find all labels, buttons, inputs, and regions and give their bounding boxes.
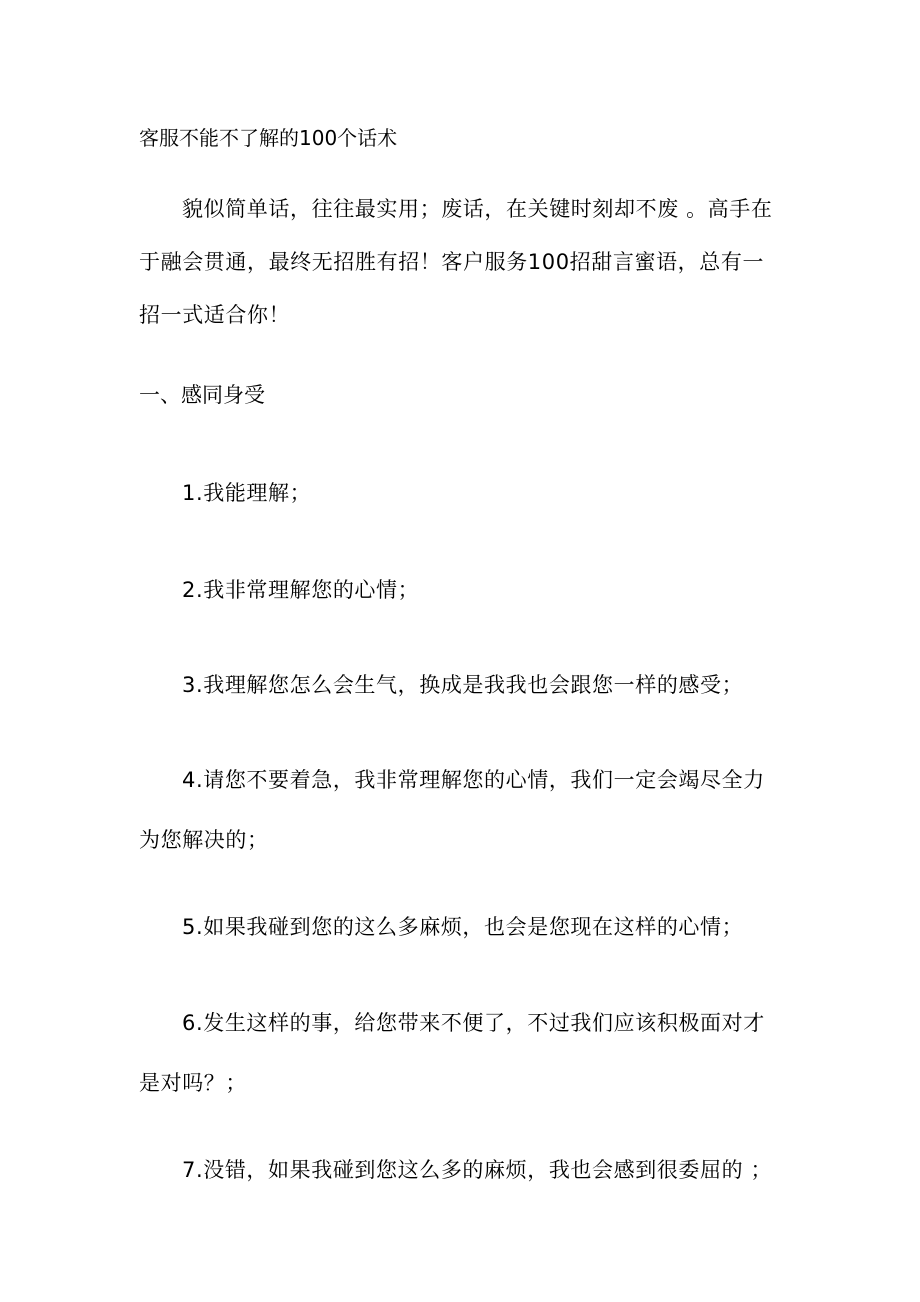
document-title: 客服不能不了解的100个话术 xyxy=(139,126,398,150)
list-item: 4.请您不要着急，我非常理解您的心情，我们一定会竭尽全力为您解决的； xyxy=(139,768,765,852)
list-item: 1.我能理解； xyxy=(182,481,312,505)
list-item: 6.发生这样的事，给您带来不便了，不过我们应该积极面对才是对吗？； xyxy=(139,1011,765,1095)
list-item: 5.如果我碰到您的这么多麻烦，也会是您现在这样的心情； xyxy=(182,915,744,939)
list-item: 7.没错，如果我碰到您这么多的麻烦，我也会感到很委屈的 ； xyxy=(182,1158,773,1182)
list-item: 2.我非常理解您的心情； xyxy=(182,578,420,602)
list-item: 3.我理解您怎么会生气，换成是我我也会跟您一样的感受； xyxy=(182,673,744,697)
section-heading: 一、感同身受 xyxy=(139,383,265,407)
intro-paragraph: 貌似简单话，往往最实用；废话，在关键时刻却不废 。高手在于融会贯通，最终无招胜有招！客户服务100招甜言蜜语，总有一招一式适合你！ xyxy=(139,197,773,327)
